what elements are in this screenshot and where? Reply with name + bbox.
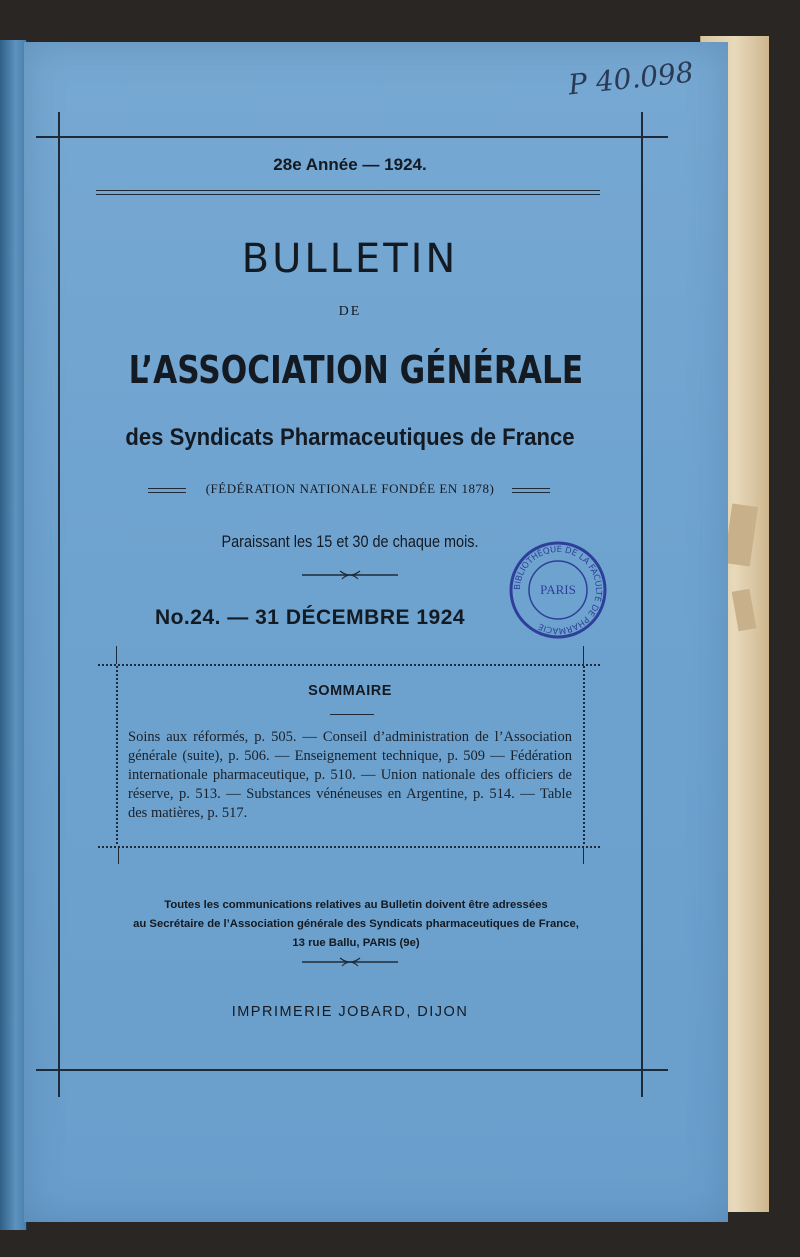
correspondence-note bbox=[96, 896, 616, 953]
box-tick bbox=[583, 646, 584, 664]
year-line: 28e Année — 1924. bbox=[273, 155, 427, 174]
frame-right-line bbox=[641, 112, 643, 1097]
note-line-1: Toutes les communications relatives au Bulletin doivent être adressées bbox=[164, 899, 548, 911]
stamp-ring-text: BIBLIOTHÈQUE DE LA FACULTÉ DE PHARMACIE bbox=[512, 544, 604, 636]
box-tick bbox=[116, 646, 117, 664]
rule bbox=[96, 190, 600, 191]
title-bulletin: BULLETIN bbox=[241, 236, 459, 282]
frame-bottom-line bbox=[36, 1069, 668, 1071]
frame-left-line bbox=[58, 112, 60, 1097]
ornament-divider bbox=[300, 568, 400, 582]
sommaire-top-border bbox=[98, 664, 600, 666]
call-number: P 40.098 bbox=[566, 55, 696, 102]
ornament-divider bbox=[300, 955, 400, 969]
note-line-3: 13 rue Ballu, PARIS (9e) bbox=[292, 937, 420, 949]
bulletin-cover bbox=[24, 42, 728, 1222]
printer-imprint: IMPRIMERIE JOBARD, DIJON bbox=[231, 1004, 469, 1020]
book-spine-edge bbox=[0, 40, 27, 1230]
box-tick bbox=[118, 848, 119, 864]
frame-top-line bbox=[36, 136, 668, 138]
rule bbox=[96, 194, 600, 195]
issue-line: No.24. — 31 DÉCEMBRE 1924 bbox=[154, 606, 466, 629]
box-tick bbox=[583, 848, 584, 864]
federation-line: (FÉDÉRATION NATIONALE FONDÉE EN 1878) bbox=[205, 481, 495, 496]
sommaire-bottom-border bbox=[98, 846, 600, 848]
title-association: L’ASSOCIATION GÉNÉRALE bbox=[128, 348, 584, 392]
ornament-rule bbox=[148, 492, 186, 493]
library-stamp bbox=[508, 540, 608, 640]
sommaire-body: Soins aux réformés, p. 505. — Conseil d’administration de l’Association générale (suite), p. 506. — Enseignement technique, p. 509 — Fédération internationale pharmaceutique, p. 510. — Union nationale des officiers de réserve, p. 513. — Substances vénéneuses en Argentine, p. 514. — Table des matières, p. 517. bbox=[128, 729, 572, 821]
heading-underline bbox=[330, 714, 374, 715]
note-line-2: au Secrétaire de l’Association générale des Syndicats pharmaceutiques de France, bbox=[133, 918, 579, 930]
frequency-line: Paraissant les 15 et 30 de chaque mois. bbox=[221, 532, 479, 551]
ornament-rule bbox=[512, 492, 550, 493]
ornament-rule bbox=[148, 488, 186, 489]
sommaire-right-border bbox=[583, 666, 585, 844]
stamp-center-text: PARIS bbox=[540, 582, 576, 597]
subtitle: des Syndicats Pharmaceutiques de France bbox=[125, 424, 575, 451]
sommaire-heading: SOMMAIRE bbox=[308, 683, 392, 699]
sommaire-left-border bbox=[116, 666, 118, 844]
ornament-rule bbox=[512, 488, 550, 489]
title-de: DE bbox=[338, 304, 362, 319]
